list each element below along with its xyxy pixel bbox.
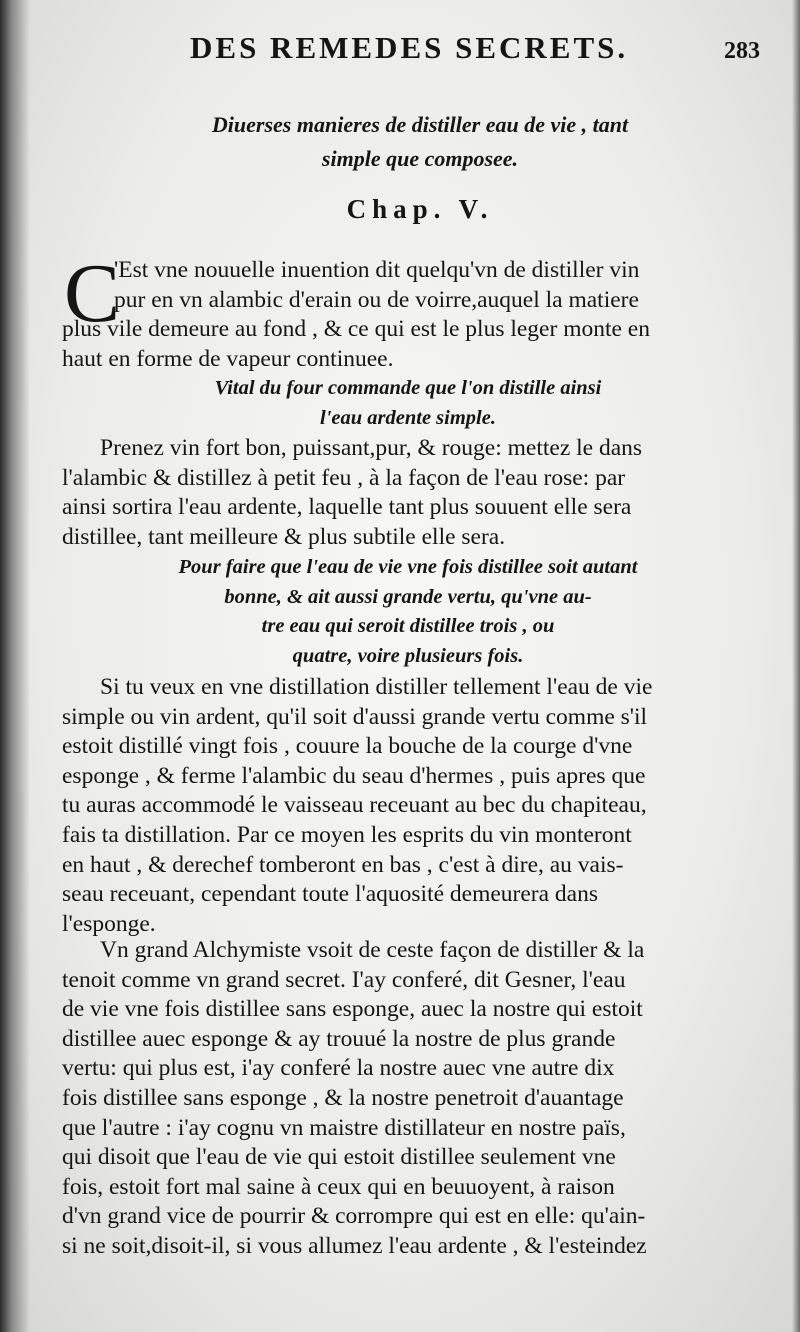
text-line: distillee auec esponge & ay trouué la nostre de plus grande — [62, 1025, 616, 1052]
text-line: esponge , & ferme l'alambic du seau d'hermes , puis apres que — [62, 762, 646, 789]
text-line: pur en vn alambic d'erain ou de voirre,auquel la matiere — [114, 286, 639, 313]
heading-line: simple que composee. — [321, 146, 519, 171]
text-line: d'vn grand vice de pourrir & corrompre qui est en elle: qu'ain- — [62, 1203, 646, 1230]
section-heading — [80, 108, 760, 176]
subheading-line: Vital du four commande que l'on distille ainsi — [214, 377, 602, 399]
text-line: ainsi sortira l'eau ardente, laquelle tant plus souuent elle sera — [62, 494, 632, 521]
paragraph-1 — [62, 256, 754, 374]
text-line: fais ta distillation. Par ce moyen les esprits du vin monteront — [62, 821, 632, 848]
text-line: distillee, tant meilleure & plus subtile elle sera. — [62, 523, 506, 550]
heading-line: Diuerses manieres de distiller eau de vie , tant — [211, 112, 629, 137]
subheading-line: quatre, voire plusieurs fois. — [292, 644, 524, 667]
text-line: en haut , & derechef tomberont en bas , c'est à dire, au vais- — [62, 851, 624, 878]
page-number: 283 — [724, 38, 760, 64]
chapter-title: Chap. V. — [346, 194, 494, 224]
text-line: Vn grand Alchymiste vsoit de ceste façon de distiller & la — [100, 937, 645, 963]
text-line: plus vile demeure au fond , & ce qui est le plus leger monte en — [62, 316, 650, 343]
text-line: tenoit comme vn grand secret. I'ay conferé, dit Gesner, l'eau — [62, 966, 626, 993]
text-line: haut en forme de vapeur continuee. — [62, 345, 394, 372]
text-line: 'Est vne nouuelle inuention dit quelqu'vn de distiller vin — [114, 257, 640, 283]
subheading-2 — [62, 553, 754, 671]
page-edge-shadow — [792, 0, 800, 1332]
text-line: de vie vne fois distillee sans esponge, auec la nostre qui estoit — [62, 996, 643, 1023]
subheading-line: l'eau ardente simple. — [320, 406, 496, 429]
subheading-line: Pour faire que l'eau de vie vne fois distillee soit autant — [178, 556, 638, 578]
paragraph-3 — [62, 673, 754, 939]
drop-cap: C — [64, 247, 121, 340]
text-line: si ne soit,disoit-il, si vous allumez l'eau ardente , & l'esteindez — [62, 1232, 647, 1259]
text-line: que l'autre : i'ay cognu vn maistre distillateur en nostre païs, — [62, 1114, 626, 1141]
text-line: l'alambic & distillez à petit feu , à la façon de l'eau rose: par — [62, 464, 626, 491]
text-line: Si tu veux en vne distillation distiller tellement l'eau de vie — [100, 674, 653, 700]
text-line: qui disoit que l'eau de vie qui estoit distillee seulement vne — [62, 1144, 616, 1171]
text-line: simple ou vin ardent, qu'il soit d'aussi grande vertu comme s'il — [62, 703, 648, 730]
subheading-line: tre eau qui seroit distillee trois , ou — [261, 615, 555, 638]
text-line: fois, estoit fort mal saine à ceux qui en beuuoyent, à raison — [62, 1173, 615, 1200]
paragraph-4 — [62, 936, 754, 1262]
subheading-line: bonne, & ait aussi grande vertu, qu'vne au- — [224, 585, 592, 608]
text-line: Prenez vin fort bon, puissant,pur, & rouge: mettez le dans — [100, 435, 643, 461]
text-line: tu auras accommodé le vaisseau receuant au bec du chapiteau, — [62, 792, 647, 819]
running-head — [190, 30, 760, 70]
text-line: fois distillee sans esponge , & la nostre penetroit d'auantage — [62, 1084, 624, 1111]
subheading-1 — [62, 374, 754, 433]
text-line: estoit distillé vingt fois , couure la bouche de la courge d'vne — [62, 733, 633, 760]
page-binding-shadow — [0, 0, 30, 1332]
running-title: DES REMEDES SECRETS. — [190, 30, 629, 65]
text-line: vertu: qui plus est, i'ay conferé la nostre auec vne autre dix — [62, 1055, 615, 1082]
paragraph-2 — [62, 434, 754, 552]
text-line: seau receuant, cependant toute l'aquosité demeurera dans — [62, 881, 599, 908]
text-line: l'esponge. — [62, 910, 156, 937]
